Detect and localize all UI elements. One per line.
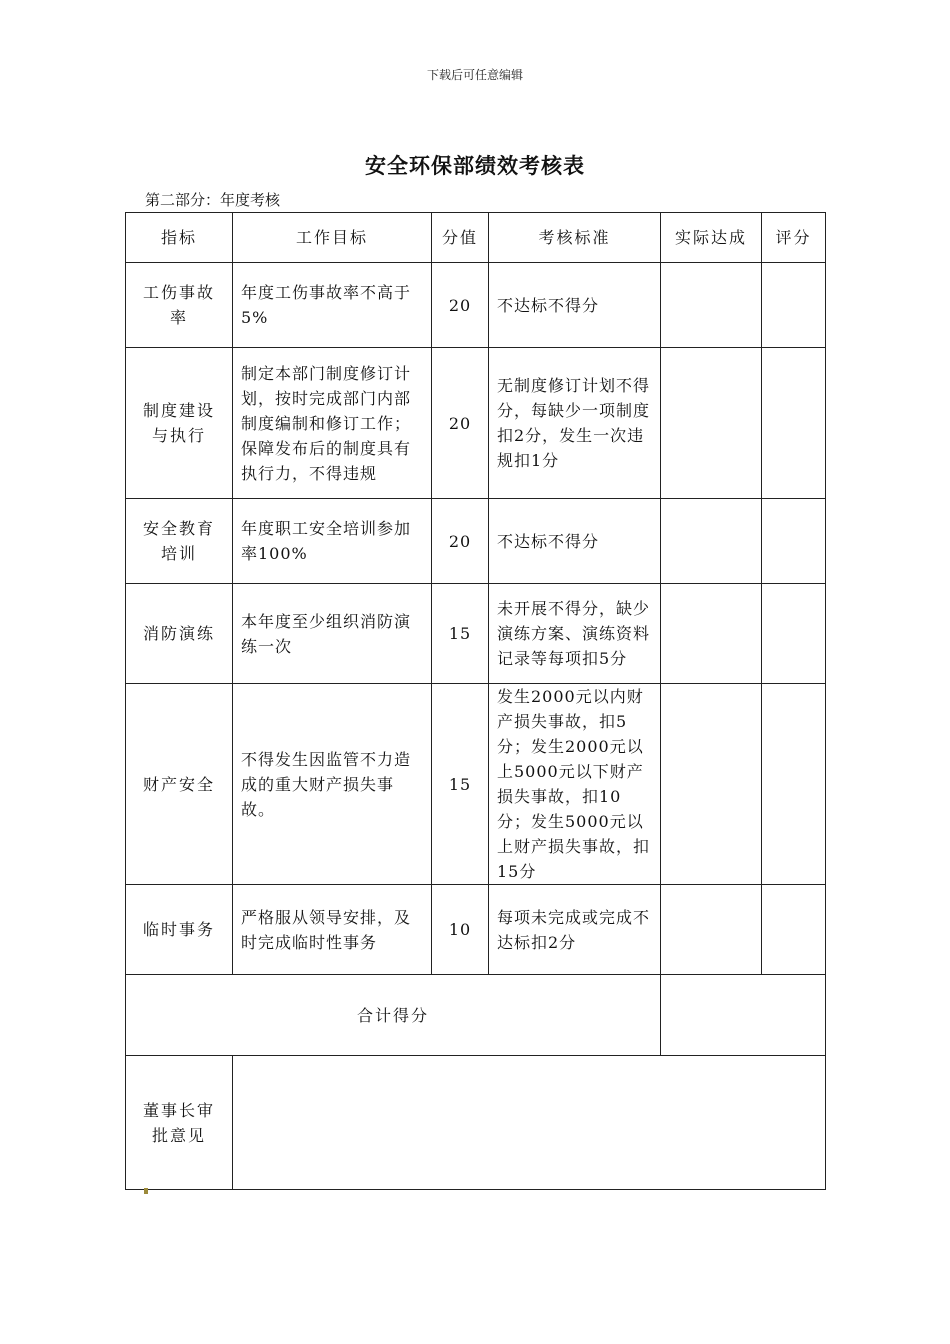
indicator-cell: 财产安全 bbox=[126, 684, 233, 885]
indicator-cell: 临时事务 bbox=[126, 885, 233, 975]
standard-cell: 不达标不得分 bbox=[489, 499, 661, 584]
standard-cell: 不达标不得分 bbox=[489, 263, 661, 348]
rating-cell[interactable] bbox=[762, 885, 826, 975]
standard-cell: 每项未完成或完成不达标扣2分 bbox=[489, 885, 661, 975]
actual-cell[interactable] bbox=[661, 263, 762, 348]
table-row bbox=[126, 584, 826, 684]
actual-cell[interactable] bbox=[661, 584, 762, 684]
indicator-cell: 工伤事故率 bbox=[126, 263, 233, 348]
score-cell: 20 bbox=[432, 263, 489, 348]
actual-cell[interactable] bbox=[661, 348, 762, 499]
rating-cell[interactable] bbox=[762, 499, 826, 584]
score-cell: 20 bbox=[432, 348, 489, 499]
table-header-row bbox=[126, 213, 826, 263]
approval-row bbox=[126, 1056, 826, 1190]
table-row bbox=[126, 499, 826, 584]
page-mark bbox=[144, 1188, 148, 1194]
rating-cell[interactable] bbox=[762, 348, 826, 499]
approval-value-cell[interactable] bbox=[233, 1056, 826, 1190]
column-header-goal: 工作目标 bbox=[233, 213, 432, 263]
standard-cell: 无制度修订计划不得分，每缺少一项制度扣2分，发生一次违规扣1分 bbox=[489, 348, 661, 499]
score-cell: 15 bbox=[432, 684, 489, 885]
score-cell: 10 bbox=[432, 885, 489, 975]
total-row bbox=[126, 975, 826, 1056]
approval-label: 董事长审批意见 bbox=[126, 1056, 233, 1190]
column-header-score: 分值 bbox=[432, 213, 489, 263]
table-row bbox=[126, 348, 826, 499]
assessment-table bbox=[125, 212, 826, 1190]
total-label: 合计得分 bbox=[126, 975, 661, 1056]
total-value-cell[interactable] bbox=[661, 975, 826, 1056]
rating-cell[interactable] bbox=[762, 263, 826, 348]
section-label: 第二部分：年度考核 bbox=[145, 191, 281, 209]
rating-cell[interactable] bbox=[762, 684, 826, 885]
indicator-cell: 安全教育培训 bbox=[126, 499, 233, 584]
column-header-actual: 实际达成 bbox=[661, 213, 762, 263]
table-row bbox=[126, 263, 826, 348]
actual-cell[interactable] bbox=[661, 885, 762, 975]
actual-cell[interactable] bbox=[661, 499, 762, 584]
column-header-standard: 考核标准 bbox=[489, 213, 661, 263]
goal-cell: 不得发生因监管不力造成的重大财产损失事故。 bbox=[233, 684, 432, 885]
goal-cell: 严格服从领导安排，及时完成临时性事务 bbox=[233, 885, 432, 975]
rating-cell[interactable] bbox=[762, 584, 826, 684]
score-cell: 20 bbox=[432, 499, 489, 584]
indicator-cell: 制度建设与执行 bbox=[126, 348, 233, 499]
indicator-cell: 消防演练 bbox=[126, 584, 233, 684]
goal-cell: 年度职工安全培训参加率100% bbox=[233, 499, 432, 584]
goal-cell: 制定本部门制度修订计划，按时完成部门内部制度编制和修订工作；保障发布后的制度具有执行力，不得违规 bbox=[233, 348, 432, 499]
score-cell: 15 bbox=[432, 584, 489, 684]
standard-cell: 未开展不得分，缺少演练方案、演练资料记录等每项扣5分 bbox=[489, 584, 661, 684]
table-row bbox=[126, 684, 826, 885]
standard-cell: 发生2000元以内财产损失事故，扣5分；发生2000元以上5000元以下财产损失事故，扣10分；发生5000元以上财产损失事故，扣15分 bbox=[489, 684, 661, 885]
actual-cell[interactable] bbox=[661, 684, 762, 885]
column-header-rating: 评分 bbox=[762, 213, 826, 263]
table-row bbox=[126, 885, 826, 975]
page-title: 安全环保部绩效考核表 bbox=[365, 153, 585, 178]
goal-cell: 本年度至少组织消防演练一次 bbox=[233, 584, 432, 684]
header-note: 下载后可任意编辑 bbox=[426, 68, 523, 82]
column-header-indicator: 指标 bbox=[126, 213, 233, 263]
goal-cell: 年度工伤事故率不高于5% bbox=[233, 263, 432, 348]
